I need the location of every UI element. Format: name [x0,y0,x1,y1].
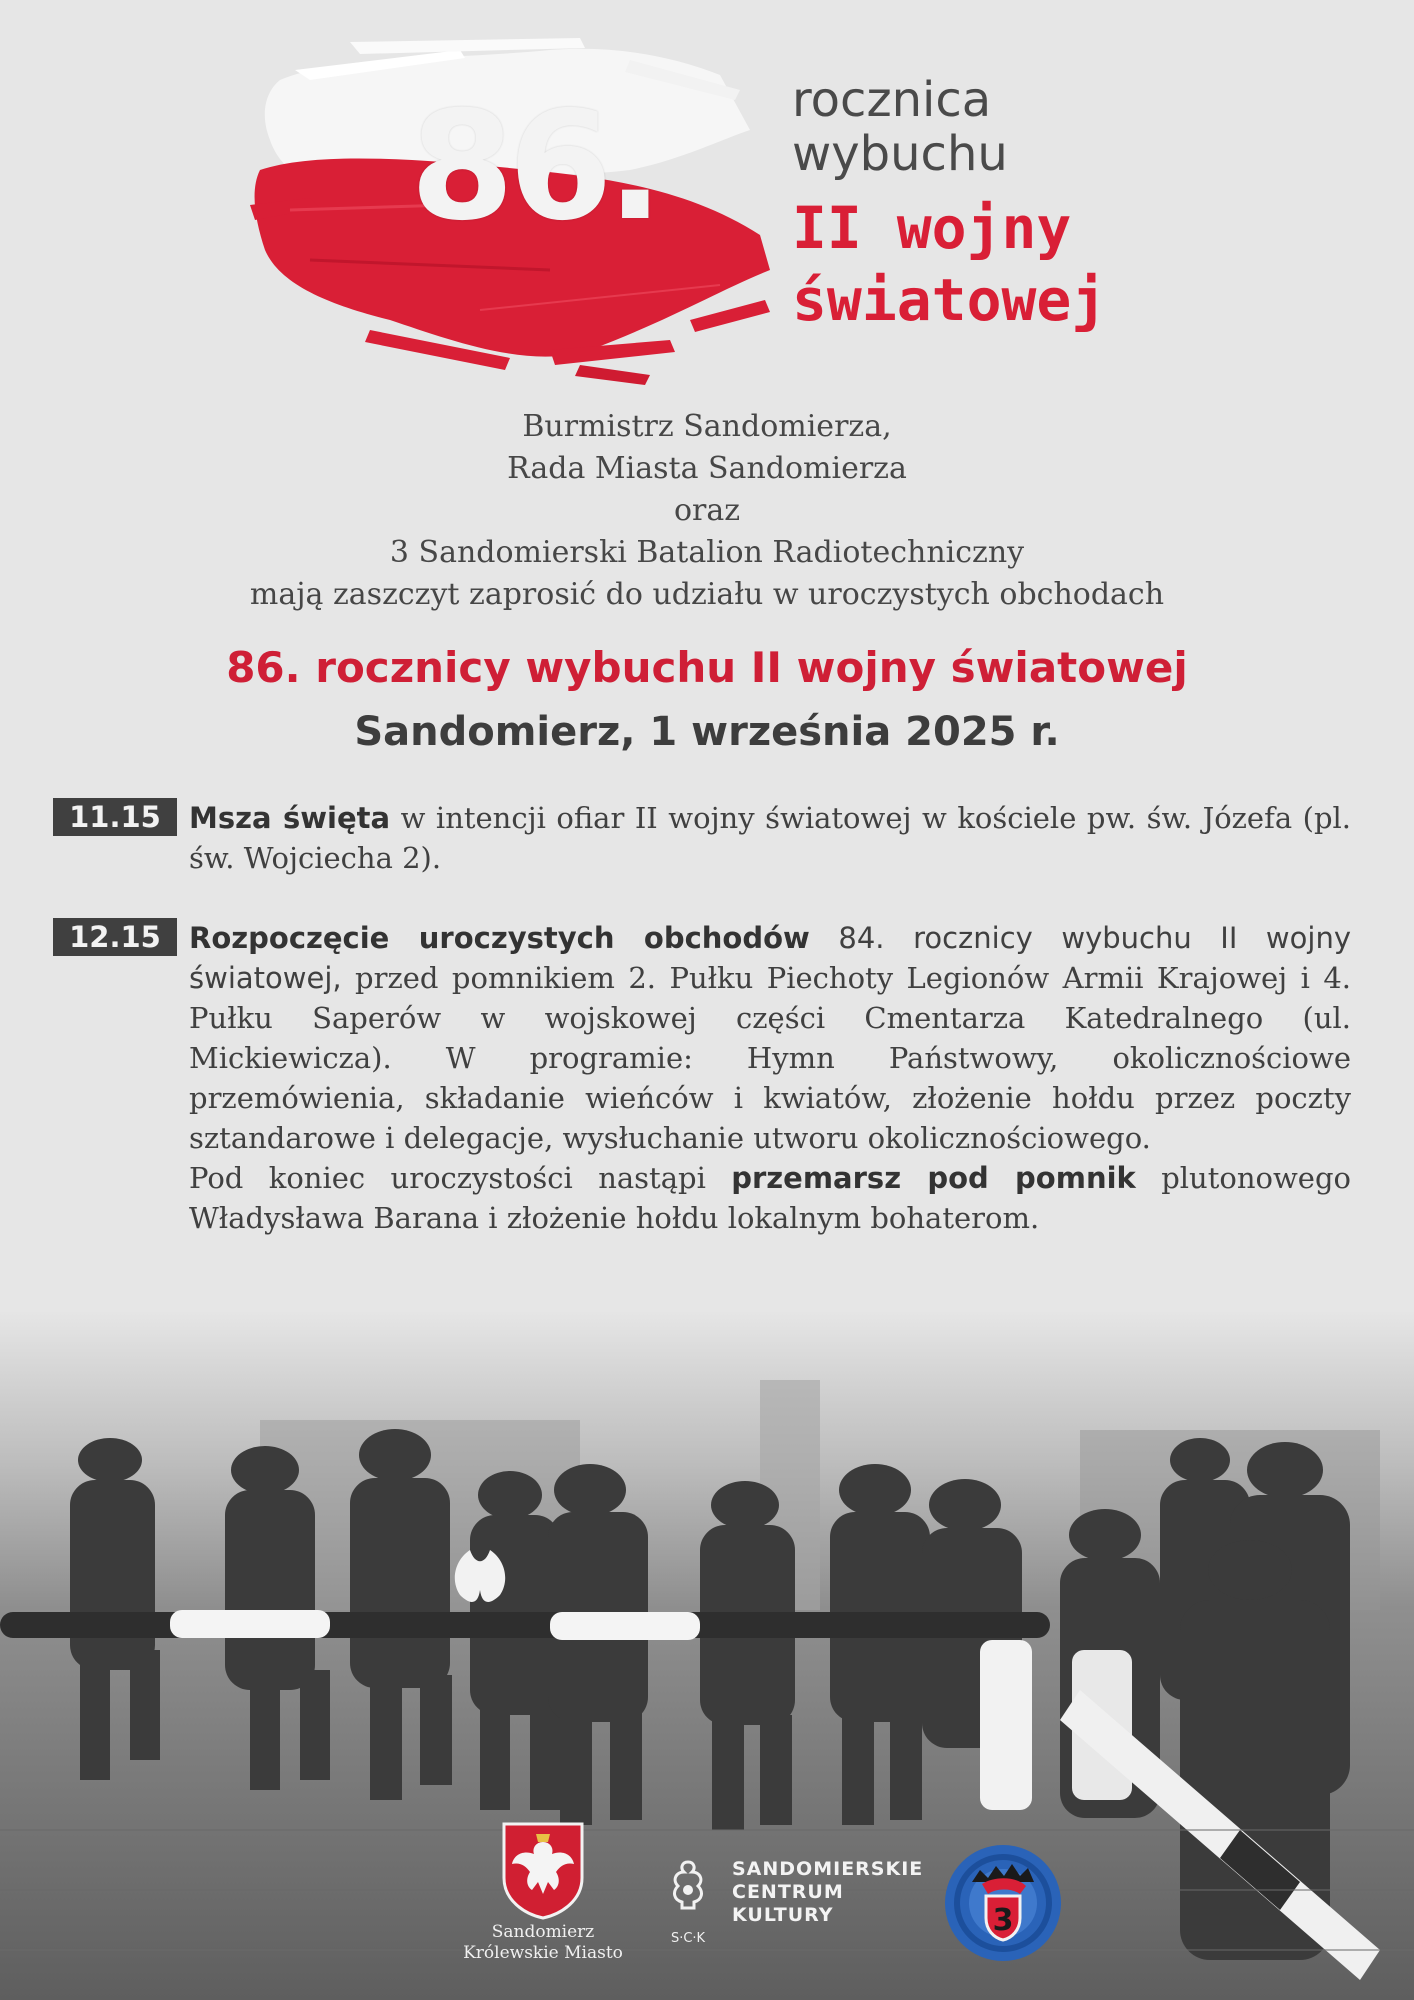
anniversary-number: 86. [410,80,658,254]
event-title: 86. rocznicy wybuchu II wojny światowej [226,643,1188,692]
event-date: Sandomierz, 1 września 2025 r. [354,709,1060,755]
sck-mark-text: S·C·K [670,1931,706,1946]
program-time-2: 12.15 [53,918,177,956]
program-item-2-march: przemarsz pod pomnik [731,1161,1136,1195]
sandomierz-coat-of-arms-icon [500,1820,586,1920]
program-item-2 [189,918,1351,1238]
sck-name-line3: KULTURY [732,1904,834,1926]
header-line-rocznica: rocznica [792,72,992,128]
program-item-1-title: Msza święta [189,801,391,835]
sandomierz-logo-line1: Sandomierz [491,1922,595,1942]
sck-name-line1: SANDOMIERSKIE [732,1858,924,1880]
program-time-1: 11.15 [53,798,177,836]
sck-logo-icon [664,1858,712,1936]
header-line-swiatowej: światowej [792,266,1107,334]
battalion-number: 3 [992,1903,1014,1938]
sck-name [732,1858,923,1927]
battalion-emblem-icon [942,1842,1064,1964]
invitation-line: 3 Sandomierski Batalion Radiotechniczny [389,535,1025,570]
program-item-2-p2-after: plutonowego Władysława Barana i złożenie hołdu lokalnym bohaterom. [189,1161,1351,1235]
sandomierz-logo-caption [455,1922,631,1964]
invitation-line: Rada Miasta Sandomierza [507,451,907,486]
program-item-2-anniversary: 84. rocznicy wybuchu II wojny światowej, [189,921,1351,995]
sandomierz-logo-line2: Królewskie Miasto [463,1943,623,1963]
program-item-2-title: Rozpoczęcie uroczystych obchodów [189,921,810,955]
program-item-2-text: przed pomnikiem 2. Pułku Piechoty Legionów Armii Krajowej i 4. Pułku Saperów w wojskowej części Cmentarza Katedralnego (ul. Mickiewicza). W programie: Hymn Państwowy, okolicznościowe przemówienia, składanie wieńców i kwiatów, złożenie hołdu przez poczty sztandarowe i delegacje, wysłuchanie utworu okolicznościowego. [189,961,1351,1155]
sck-name-line2: CENTRUM [732,1881,844,1903]
header-line-wybuchu: wybuchu [792,126,1008,182]
invitation-line: oraz [673,493,741,528]
header-line-ii-wojny: II wojny [792,194,1072,262]
invitation-line: Burmistrz Sandomierza, [522,409,892,444]
program-item-2-p2-before: Pod koniec uroczystości nastąpi [189,1161,732,1195]
invitation-block [0,406,1414,616]
program-item-1 [189,798,1351,878]
program-item-1-text: w intencji ofiar II wojny światowej w kościele pw. św. Józefa (pl. św. Wojciecha 2). [189,801,1351,875]
invitation-line: mają zaszczyt zaprosić do udziału w uroczystych obchodach [249,577,1165,612]
